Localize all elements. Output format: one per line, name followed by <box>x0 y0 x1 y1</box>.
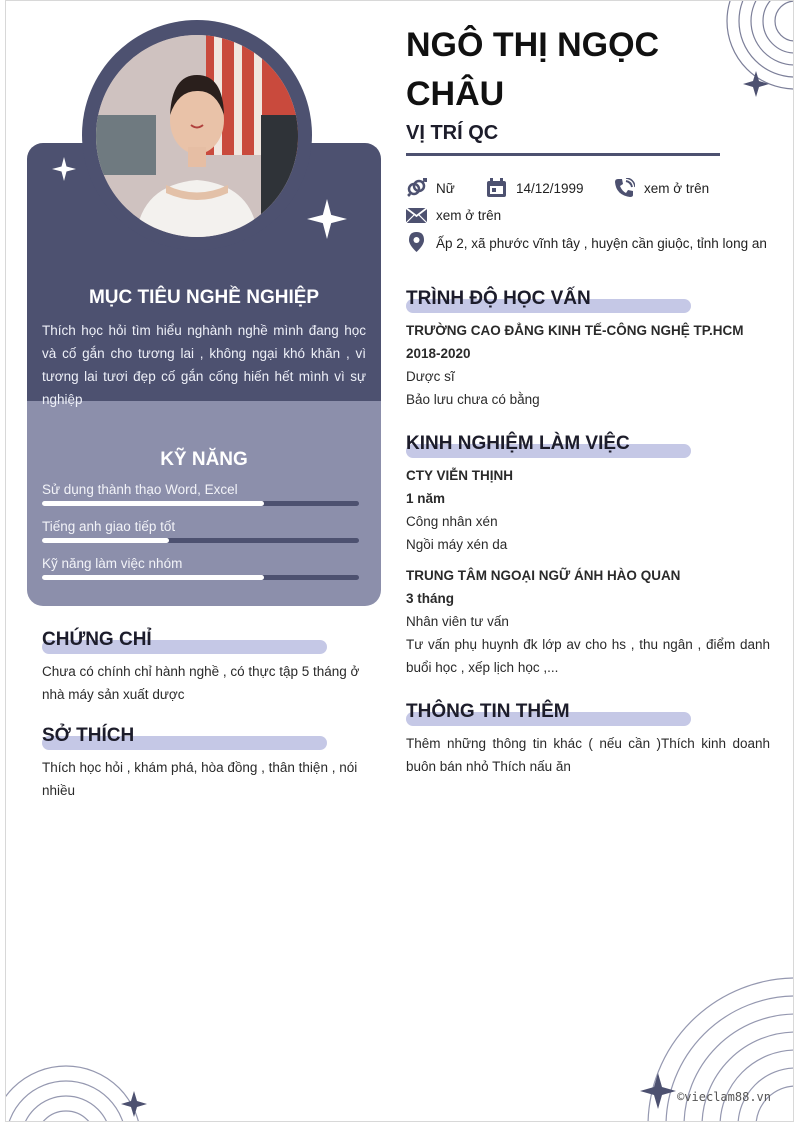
extra-info-title: THÔNG TIN THÊM <box>406 701 570 722</box>
candidate-name: NGÔ THỊ NGỌC CHÂU <box>406 26 660 113</box>
phone-icon <box>614 178 635 198</box>
education-note: Bảo lưu chưa có bằng <box>406 392 540 407</box>
skill-level-fill <box>42 575 264 580</box>
decorative-arcs-bottom-left <box>6 1061 166 1122</box>
study-period: 2018-2020 <box>406 346 471 361</box>
education-title: TRÌNH ĐỘ HỌC VẤN <box>406 288 591 309</box>
skill-bar <box>42 538 359 543</box>
phone-info <box>614 178 709 198</box>
birthday-info <box>486 178 584 198</box>
job-role: Nhân viên tư vấn <box>406 614 509 629</box>
sparkle-icon <box>307 199 347 239</box>
avatar <box>96 35 298 237</box>
email-info <box>406 205 501 225</box>
skill-item <box>42 556 359 580</box>
birthday-value: 14/12/1999 <box>516 180 584 196</box>
skill-level-fill <box>42 501 264 506</box>
hobbies-title: SỞ THÍCH <box>42 725 135 746</box>
skill-label: Tiếng anh giao tiếp tốt <box>42 519 176 534</box>
certificates-text: Chưa có chính chỉ hành nghề , có thực tập 5 tháng ở nhà máy sản xuất dược <box>42 664 360 702</box>
skill-item <box>42 519 359 543</box>
skill-label: Kỹ năng làm việc nhóm <box>42 556 183 571</box>
job-position: VỊ TRÍ QC <box>406 122 499 144</box>
company-name: TRUNG TÂM NGOẠI NGỮ ÁNH HÀO QUAN <box>406 568 681 583</box>
sparkle-icon <box>52 157 76 181</box>
skill-item <box>42 482 359 506</box>
job-duration: 3 tháng <box>406 591 455 606</box>
gender-info <box>406 178 455 198</box>
certificates-title: CHỨNG CHỈ <box>42 629 152 650</box>
job-entry <box>406 564 770 679</box>
cv-page <box>5 0 794 1122</box>
position-underline <box>406 153 720 156</box>
job-duration: 1 năm <box>406 491 446 506</box>
education-block <box>406 319 776 411</box>
hobbies-text: Thích học hỏi , khám phá, hòa đồng , thân thiện , nói nhiều <box>42 760 358 798</box>
gender-value: Nữ <box>436 180 455 196</box>
major: Dược sĩ <box>406 369 455 384</box>
objective-text: Thích học hỏi tìm hiểu nghành nghề mình đang học và cố gắn cho tương lai , không ngại khó khăn , vì tương lai tươi đẹp cố gắn cống hiến hết mình vì sự nghiệp <box>42 323 366 407</box>
company-name: CTY VIỄN THỊNH <box>406 468 514 483</box>
job-role: Công nhân xén <box>406 514 498 529</box>
calendar-icon <box>486 178 507 198</box>
location-pin-icon <box>406 232 427 254</box>
watermark: ©vieclam88.vn <box>677 1090 771 1104</box>
experience-title: KINH NGHIỆM LÀM VIỆC <box>406 433 630 454</box>
email-value: xem ở trên <box>436 207 502 223</box>
job-entry <box>406 464 770 556</box>
objective-title: MỤC TIÊU NGHỀ NGHIỆP <box>88 287 320 308</box>
job-description: Tư vấn phụ huynh đk lớp av cho hs , thu ngân , điểm danh buổi học , xếp lịch học ,... <box>406 637 770 675</box>
job-description: Ngồi máy xén da <box>406 537 508 552</box>
extra-info-text: Thêm những thông tin khác ( nếu cần )Thích kinh doanh buôn bán nhỏ Thích nấu ăn <box>406 736 770 774</box>
address-value: Ấp 2, xã phước vĩnh tây , huyện cần giuộc, tỉnh long an <box>436 235 767 251</box>
address-info <box>406 232 767 254</box>
skill-bar <box>42 575 359 580</box>
phone-value: xem ở trên <box>644 180 710 196</box>
skills-title: KỸ NĂNG <box>160 449 248 470</box>
skill-label: Sử dụng thành thạo Word, Excel <box>42 482 238 497</box>
gender-icon <box>406 178 427 198</box>
skill-level-fill <box>42 538 169 543</box>
email-icon <box>406 205 427 225</box>
school-name: TRƯỜNG CAO ĐẲNG KINH TẾ-CÔNG NGHỆ TP.HCM <box>406 323 744 338</box>
skill-bar <box>42 501 359 506</box>
